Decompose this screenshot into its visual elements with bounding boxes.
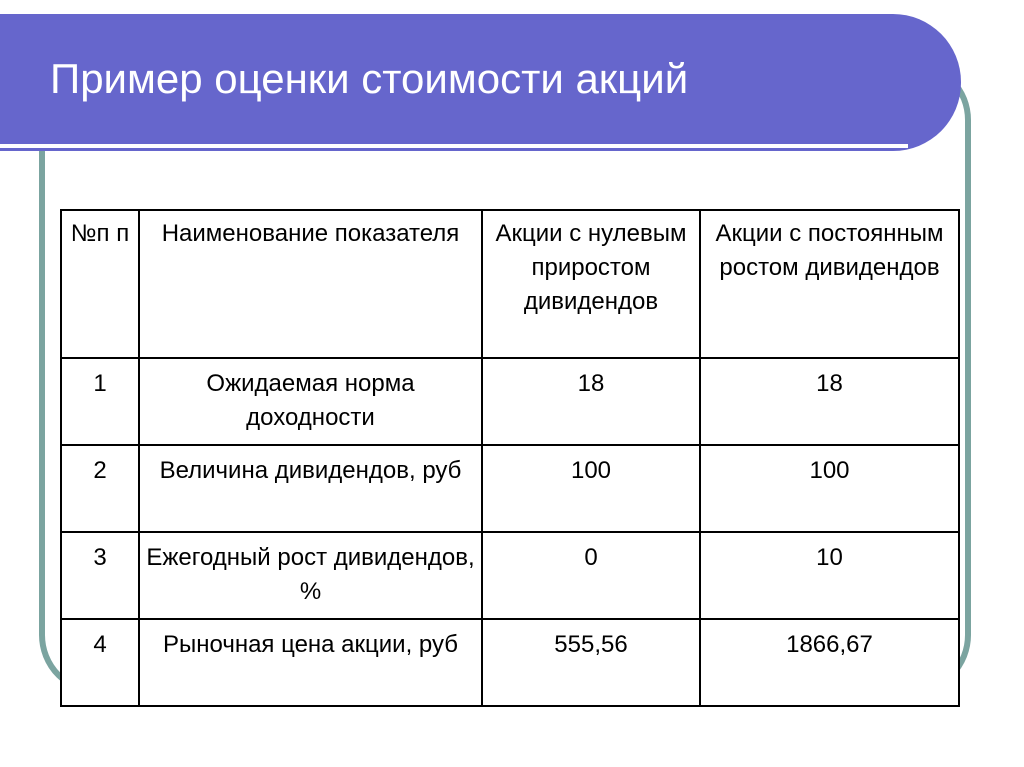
cell-number: 3 [61, 532, 139, 619]
header-constant-growth: Акции с постоянным ростом дивидендов [700, 210, 959, 358]
cell-zero-growth: 18 [482, 358, 700, 445]
table-row [61, 532, 959, 619]
cell-constant-growth: 100 [700, 445, 959, 532]
cell-indicator: Ожидаемая норма доходности [139, 358, 482, 445]
cell-zero-growth: 100 [482, 445, 700, 532]
cell-indicator: Рыночная цена акции, руб [139, 619, 482, 706]
table-row [61, 358, 959, 445]
table-header-row [61, 210, 959, 358]
table-row [61, 619, 959, 706]
slide-title: Пример оценки стоимости акций [50, 55, 689, 102]
header-number: №п п [61, 210, 139, 358]
cell-constant-growth: 10 [700, 532, 959, 619]
cell-constant-growth: 18 [700, 358, 959, 445]
cell-constant-growth: 1866,67 [700, 619, 959, 706]
cell-number: 4 [61, 619, 139, 706]
cell-number: 1 [61, 358, 139, 445]
table-row [61, 445, 959, 532]
cell-zero-growth: 0 [482, 532, 700, 619]
cell-indicator: Величина дивидендов, руб [139, 445, 482, 532]
cell-zero-growth: 555,56 [482, 619, 700, 706]
title-bar [0, 14, 961, 151]
cell-indicator: Ежегодный рост дивидендов, % [139, 532, 482, 619]
valuation-table [60, 209, 960, 707]
header-zero-growth: Акции с нулевым приростом дивидендов [482, 210, 700, 358]
header-indicator-name: Наименование показателя [139, 210, 482, 358]
title-underline [0, 144, 908, 148]
cell-number: 2 [61, 445, 139, 532]
